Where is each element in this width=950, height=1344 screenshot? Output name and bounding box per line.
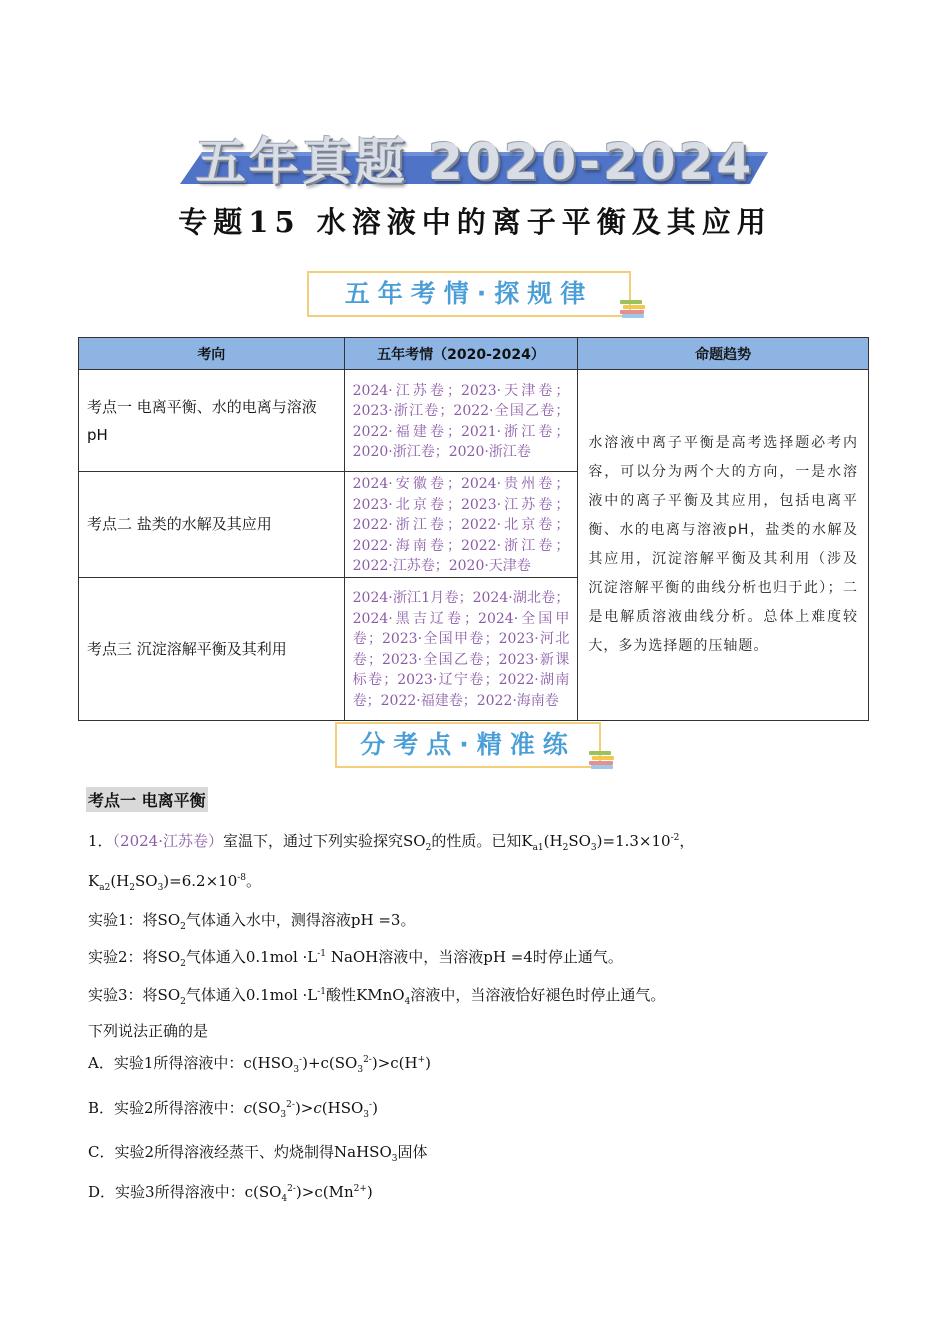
option-c[interactable]: C．实验2所得溶液经蒸干、灼烧制得NaHSO$_3$固体 xyxy=(88,1143,428,1164)
section-badge-trends: 五年考情·探规律 xyxy=(307,271,631,317)
question-ka2: $K_{a2}(H_2SO_3)=6.2\times 10^{-8}$。 xyxy=(88,872,262,893)
books-icon xyxy=(589,751,615,769)
title-banner xyxy=(180,118,770,190)
banner-title: 五年真题 2020-2024 xyxy=(195,133,755,191)
trend-summary: 水溶液中离子平衡是高考选择题必考内容，可以分为两个大的方向，一是水溶液中的离子平衡及其应用，包括电离平衡、水的电离与溶液pH，盐类的水解及其应用，沉淀溶解平衡及其利用（涉及沉淀溶解平衡的曲线分析也归于此）；二是电解质溶液曲线分析。总体上难度较大，多为选择题的压轴题。 xyxy=(578,370,869,721)
table-header-direction: 考向 xyxy=(79,338,345,370)
table-row-point: 考点一 电离平衡、水的电离与溶液pH xyxy=(79,370,345,472)
option-d[interactable]: D．实验3所得溶液中：$c(SO_4^{2-})>c(Mn^{2+})$ xyxy=(88,1183,373,1204)
question-source: （2024·江苏卷） xyxy=(112,832,223,850)
books-icon xyxy=(620,300,646,318)
table-row-papers: 2024·江苏卷；2023·天津卷；2023·浙江卷；2022·全国乙卷；2022·福建卷；2021·浙江卷；2020·浙江卷；2020·浙江卷 xyxy=(344,370,578,472)
exam-trend-table xyxy=(78,337,869,721)
table-row-papers: 2024·浙江1月卷；2024·湖北卷；2024·黑吉辽卷；2024·全国甲卷；2023·全国甲卷；2023·河北卷；2023·全国乙卷；2023·新课标卷；2023·辽宁卷；2022·湖南卷；2022·福建卷；2022·海南卷 xyxy=(344,577,578,720)
section-badge-practice: 分考点·精准练 xyxy=(335,722,601,768)
table-header-trend: 命题趋势 xyxy=(578,338,869,370)
option-a[interactable]: A．实验1所得溶液中：$c(HSO_3^-)+c(SO_3^{2-})>c(H^+)$ xyxy=(88,1054,432,1075)
option-b[interactable]: B．实验2所得溶液中：$c(SO_3^{2-})>c(HSO_3^-)$ xyxy=(88,1099,378,1120)
topic-title: 专题15 水溶液中的离子平衡及其应用 xyxy=(178,205,772,239)
table-row-point: 考点三 沉淀溶解平衡及其利用 xyxy=(79,577,345,720)
experiment-3: 实验3：将$SO_2$气体通入$0.1mol \cdot L^{-1}$酸性KMnO$_4$溶液中，当溶液恰好褪色时停止通气。 xyxy=(88,986,666,1007)
point-heading: 考点一 电离平衡 xyxy=(86,787,208,812)
question-number: 1． xyxy=(88,832,113,850)
question-prompt: 下列说法正确的是 xyxy=(88,1022,209,1040)
table-row-point: 考点二 盐类的水解及其应用 xyxy=(79,472,345,578)
experiment-2: 实验2：将$SO_2$气体通入$0.1mol \cdot L^{-1}$ NaOH溶液中，当溶液pH =4时停止通气。 xyxy=(88,948,623,969)
experiment-1: 实验1：将$SO_2$气体通入水中，测得溶液pH =3。 xyxy=(88,911,416,932)
table-header-exams: 五年考情（2020-2024） xyxy=(344,338,578,370)
question-stem: 1．（2024·江苏卷）室温下，通过下列实验探究$SO_2$的性质。已知$K_{a1}(H_2SO_3)=1.3\times 10^{-2}$， xyxy=(88,832,695,853)
table-row-papers: 2024·安徽卷；2024·贵州卷；2023·北京卷；2023·江苏卷；2022·浙江卷；2022·北京卷；2022·海南卷；2022·浙江卷；2022·江苏卷；2020·天津卷 xyxy=(344,472,578,578)
